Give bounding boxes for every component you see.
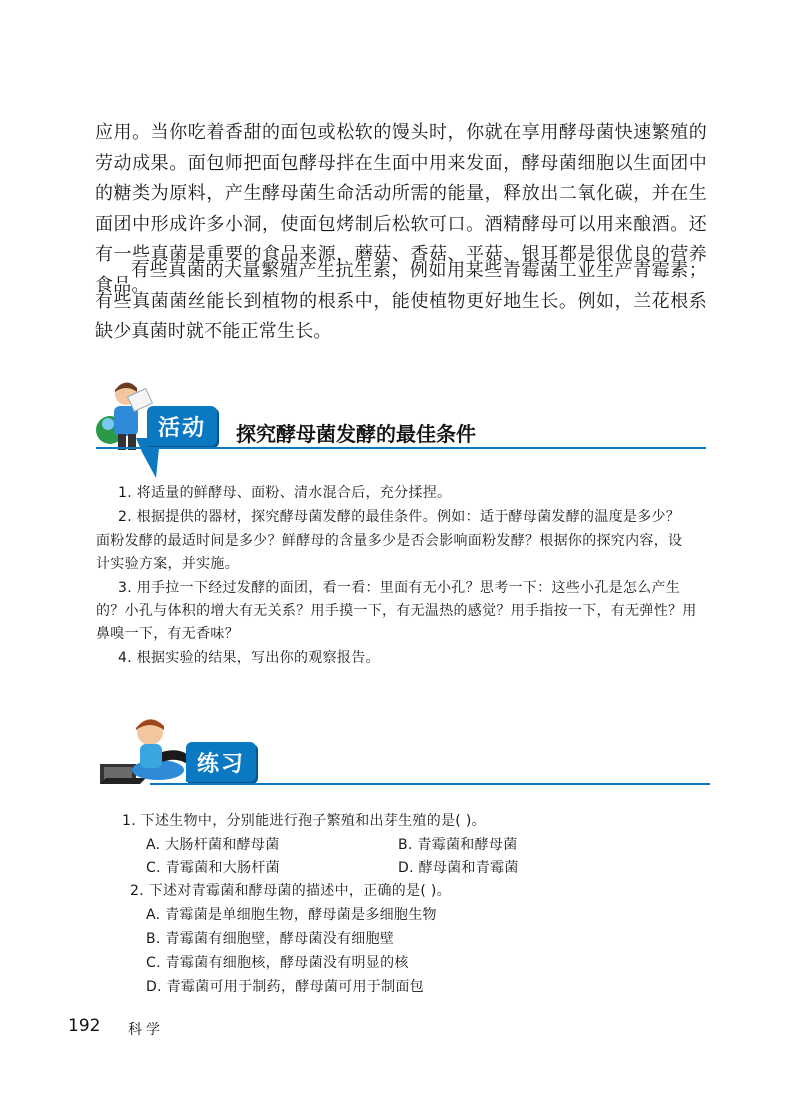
activity-tab: 活动 (147, 406, 217, 446)
exercise-divider (150, 783, 710, 785)
activity-item-2-cont-1: 面粉发酵的最适时间是多少？鲜酵母的含量多少是否会影响面粉发酵？根据你的探究内容，设 (96, 533, 683, 549)
question-1: 1. 下述生物中，分别能进行孢子繁殖和出芽生殖的是( )。 (122, 813, 486, 829)
q1-option-a: A. 大肠杆菌和酵母菌 (146, 837, 280, 853)
q1-option-d: D. 酵母菌和青霉菌 (398, 860, 519, 876)
page-number: 192 (68, 1016, 101, 1036)
activity-title: 探究酵母菌发酵的最佳条件 (236, 422, 476, 446)
activity-item-3-cont-1: 的？小孔与体积的增大有无关系？用手摸一下，有无温热的感觉？用手指按一下，有无弹性？用 (96, 603, 697, 619)
q1-option-b: B. 青霉菌和酵母菌 (398, 837, 518, 853)
subject-label: 科学 (128, 1022, 164, 1038)
q1-option-c: C. 青霉菌和大肠杆菌 (146, 860, 280, 876)
body-paragraph-2: 有些真菌的大量繁殖产生抗生素，例如用某些青霉菌工业生产青霉素；有些真菌菌丝能长到植物的根系中，能使植物更好地生长。例如，兰花根系缺少真菌时就不能正常生长。 (95, 260, 707, 342)
activity-item-3-cont-2: 鼻嗅一下，有无香味？ (96, 626, 239, 642)
activity-item-4: 4. 根据实验的结果，写出你的观察报告。 (118, 650, 380, 666)
activity-item-1: 1. 将适量的鲜酵母、面粉、清水混合后，充分揉捏。 (118, 485, 452, 501)
activity-item-2: 2. 根据提供的器材，探究酵母菌发酵的最佳条件。例如：适于酵母菌发酵的温度是多少？ (118, 509, 681, 525)
exercise-tab: 练习 (186, 742, 256, 782)
q2-option-a: A. 青霉菌是单细胞生物，酵母菌是多细胞生物 (146, 907, 437, 923)
question-2: 2. 下述对青霉菌和酵母菌的描述中，正确的是( )。 (130, 883, 451, 899)
body-paragraph-1: 应用。当你吃着香甜的面包或松软的馒头时，你就在享用酵母菌快速繁殖的劳动成果。面包师把面包酵母拌在生面中用来发面，酵母菌细胞以生面团中的糖类为原料，产生酵母菌生命活动所需的能量，释放出二氧化碳，并在生面团中形成许多小洞，使面包烤制后松软可口。酒精酵母可以用来酿酒。还有一些真菌是重要的食品来源，蘑菇、香菇、平菇、银耳都是很优良的营养食品。 (95, 122, 707, 296)
activity-item-2-cont-2: 计实验方案，并实施。 (96, 556, 239, 572)
q2-option-c: C. 青霉菌有细胞核，酵母菌没有明显的核 (146, 955, 409, 971)
activity-divider (96, 447, 706, 449)
exercise-boy-laptop-icon (100, 712, 200, 786)
q2-option-d: D. 青霉菌可用于制药，酵母菌可用于制面包 (146, 979, 424, 995)
activity-item-3: 3. 用手拉一下经过发酵的面团，看一看：里面有无小孔？思考一下：这些小孔是怎么产生 (118, 580, 681, 596)
q2-option-b: B. 青霉菌有细胞壁，酵母菌没有细胞壁 (146, 931, 395, 947)
